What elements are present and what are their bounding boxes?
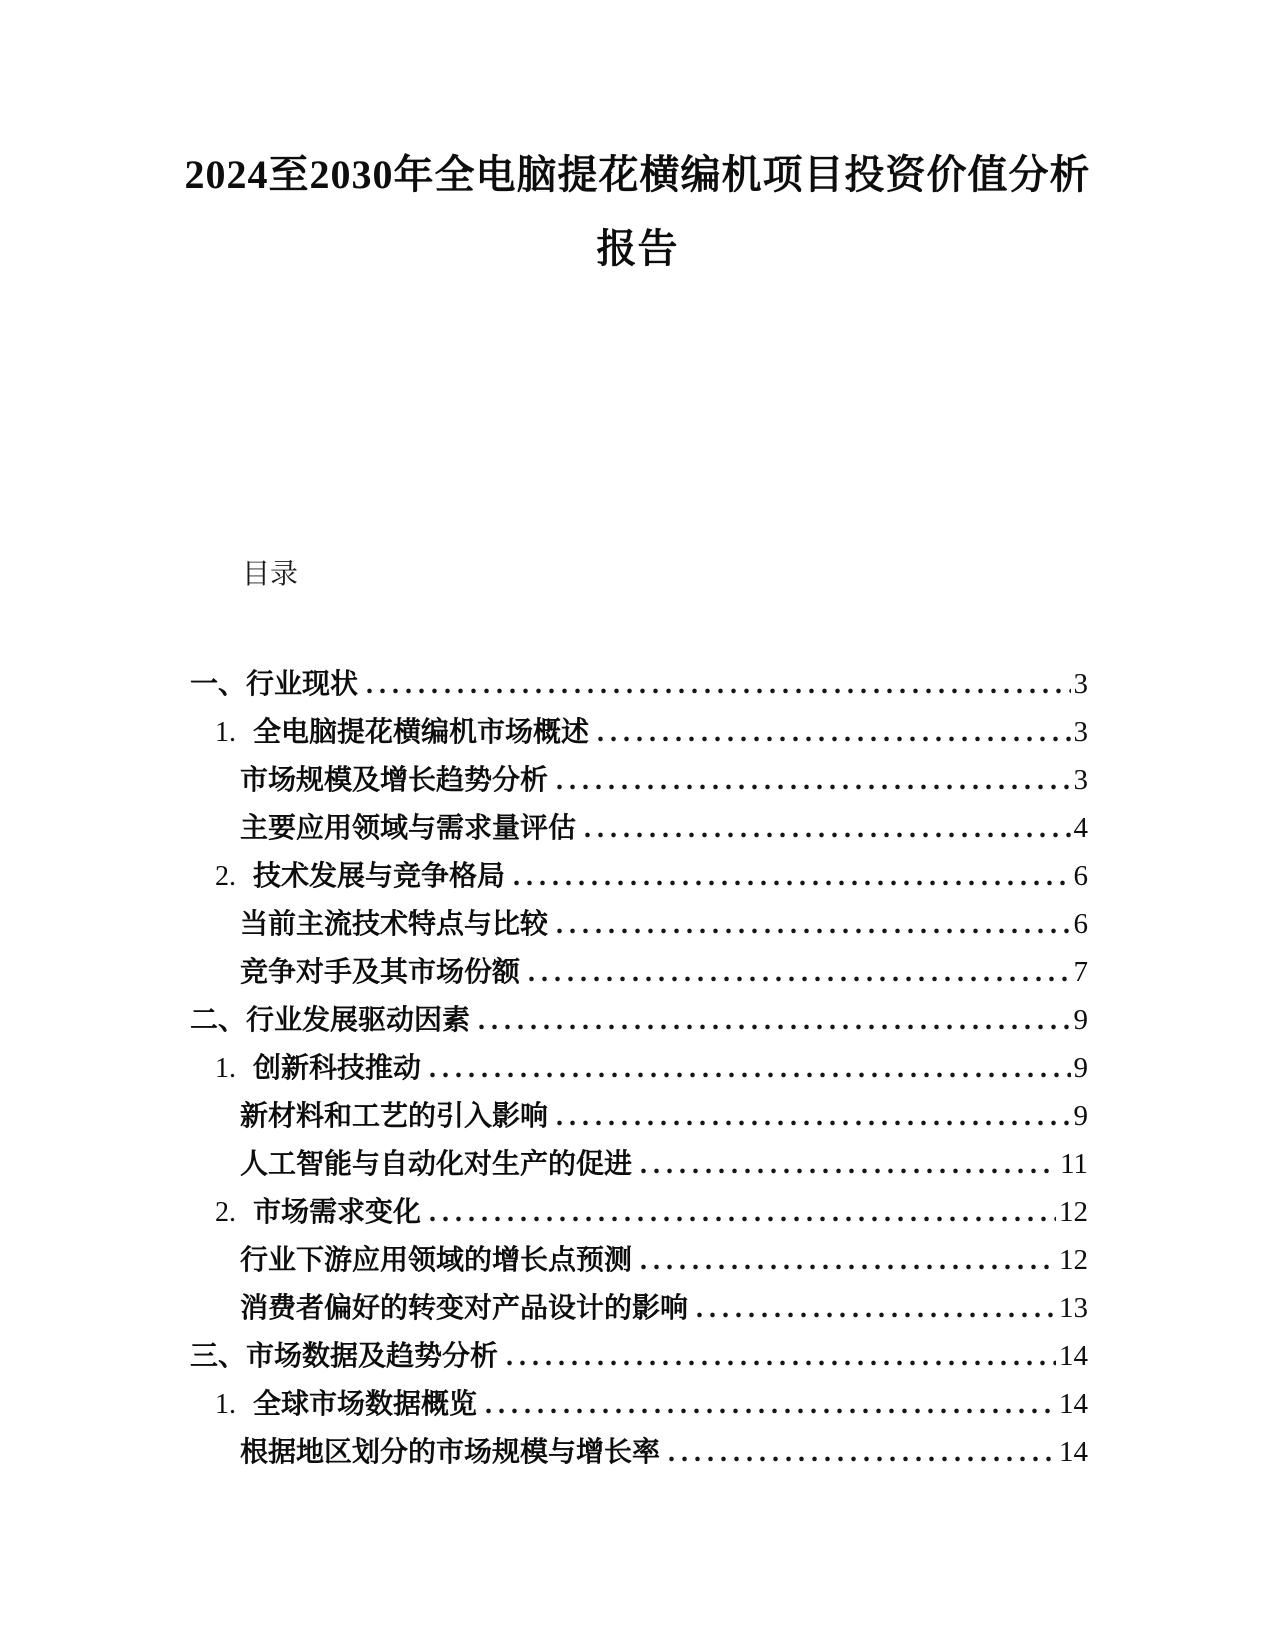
toc-entry: [176, 852, 1088, 900]
toc-page-number: 11: [1060, 1148, 1088, 1180]
toc-entry-label: 根据地区划分的市场规模与增长率: [240, 1437, 661, 1468]
toc-dot-leader: [429, 1189, 1056, 1237]
toc-list: [176, 660, 1088, 1476]
toc-entry-label: 人工智能与自动化对生产的促进: [240, 1149, 633, 1180]
toc-entry-number: 2.: [215, 861, 236, 892]
toc-dot-leader: [584, 805, 1070, 853]
toc-entry-label: 行业下游应用领域的增长点预测: [240, 1245, 633, 1276]
toc-page-number: 14: [1059, 1436, 1088, 1468]
toc-page-number: 7: [1073, 956, 1088, 988]
toc-entry-label: 三、市场数据及趋势分析: [190, 1341, 499, 1372]
toc-page-number: 12: [1059, 1244, 1088, 1276]
toc-dot-leader: [668, 1429, 1056, 1477]
toc-dot-leader: [429, 1045, 1070, 1093]
toc-entry-label: 市场规模及增长趋势分析: [240, 765, 549, 796]
toc-entry: [176, 948, 1088, 996]
toc-entry: [176, 1428, 1088, 1476]
toc-page-number: 13: [1059, 1292, 1088, 1324]
toc-entry-label: 当前主流技术特点与比较: [240, 909, 549, 940]
toc-entry: [176, 996, 1088, 1044]
toc-entry: [176, 1332, 1088, 1380]
toc-dot-leader: [478, 997, 1070, 1045]
toc-entry: [176, 660, 1088, 708]
document-title-line2: 报告: [596, 226, 679, 271]
toc-entry: [176, 1380, 1088, 1428]
toc-dot-leader: [556, 1093, 1070, 1141]
toc-dot-leader: [528, 949, 1070, 997]
toc-page-number: 3: [1073, 716, 1088, 748]
toc-page-number: 12: [1059, 1196, 1088, 1228]
toc-dot-leader: [556, 757, 1070, 805]
toc-entry-label: 一、行业现状: [190, 669, 359, 700]
toc-entry-label: 全电脑提花横编机市场概述: [253, 717, 590, 748]
toc-dot-leader: [506, 1333, 1056, 1381]
toc-dot-leader: [696, 1285, 1056, 1333]
toc-entry: [176, 1236, 1088, 1284]
toc-entry: [176, 900, 1088, 948]
toc-dot-leader: [366, 661, 1070, 709]
toc-page-number: 14: [1059, 1340, 1088, 1372]
toc-dot-leader: [485, 1381, 1056, 1429]
toc-entry: [176, 1188, 1088, 1236]
toc-entry-number: 2.: [215, 1197, 236, 1228]
toc-page-number: 14: [1059, 1388, 1088, 1420]
toc-dot-leader: [513, 853, 1070, 901]
toc-dot-leader: [640, 1237, 1056, 1285]
toc-entry-label: 全球市场数据概览: [253, 1389, 478, 1420]
toc-page-number: 6: [1073, 908, 1088, 940]
toc-entry-label: 竞争对手及其市场份额: [240, 957, 521, 988]
toc-entry-number: 1.: [215, 1389, 236, 1420]
toc-entry-number: 1.: [215, 717, 236, 748]
toc-page-number: 4: [1073, 812, 1088, 844]
toc-page-number: 9: [1073, 1100, 1088, 1132]
toc-entry-label: 主要应用领域与需求量评估: [240, 813, 577, 844]
toc-entry-label: 二、行业发展驱动因素: [190, 1005, 471, 1036]
toc-entry-label: 新材料和工艺的引入影响: [240, 1101, 549, 1132]
toc-entry: [176, 804, 1088, 852]
toc-page-number: 9: [1073, 1052, 1088, 1084]
toc-entry-number: 1.: [215, 1053, 236, 1084]
toc-heading: 目录: [242, 559, 299, 590]
toc-page-number: 9: [1073, 1004, 1088, 1036]
toc-page-number: 3: [1073, 764, 1088, 796]
toc-dot-leader: [640, 1141, 1057, 1189]
toc-entry-label: 消费者偏好的转变对产品设计的影响: [240, 1293, 689, 1324]
toc-entry-label: 技术发展与竞争格局: [253, 861, 506, 892]
toc-page-number: 3: [1073, 668, 1088, 700]
document-title-line1: 2024至2030年全电脑提花横编机项目投资价值分析: [184, 152, 1091, 197]
toc-entry: [176, 1044, 1088, 1092]
toc-dot-leader: [597, 709, 1070, 757]
toc-page-number: 6: [1073, 860, 1088, 892]
document-title: [0, 138, 1275, 286]
toc-dot-leader: [556, 901, 1070, 949]
toc-entry: [176, 1092, 1088, 1140]
toc-entry: [176, 1284, 1088, 1332]
toc-entry-label: 创新科技推动: [253, 1053, 422, 1084]
toc-entry: [176, 708, 1088, 756]
toc-entry: [176, 756, 1088, 804]
toc-entry: [176, 1140, 1088, 1188]
toc-entry-label: 市场需求变化: [253, 1197, 422, 1228]
